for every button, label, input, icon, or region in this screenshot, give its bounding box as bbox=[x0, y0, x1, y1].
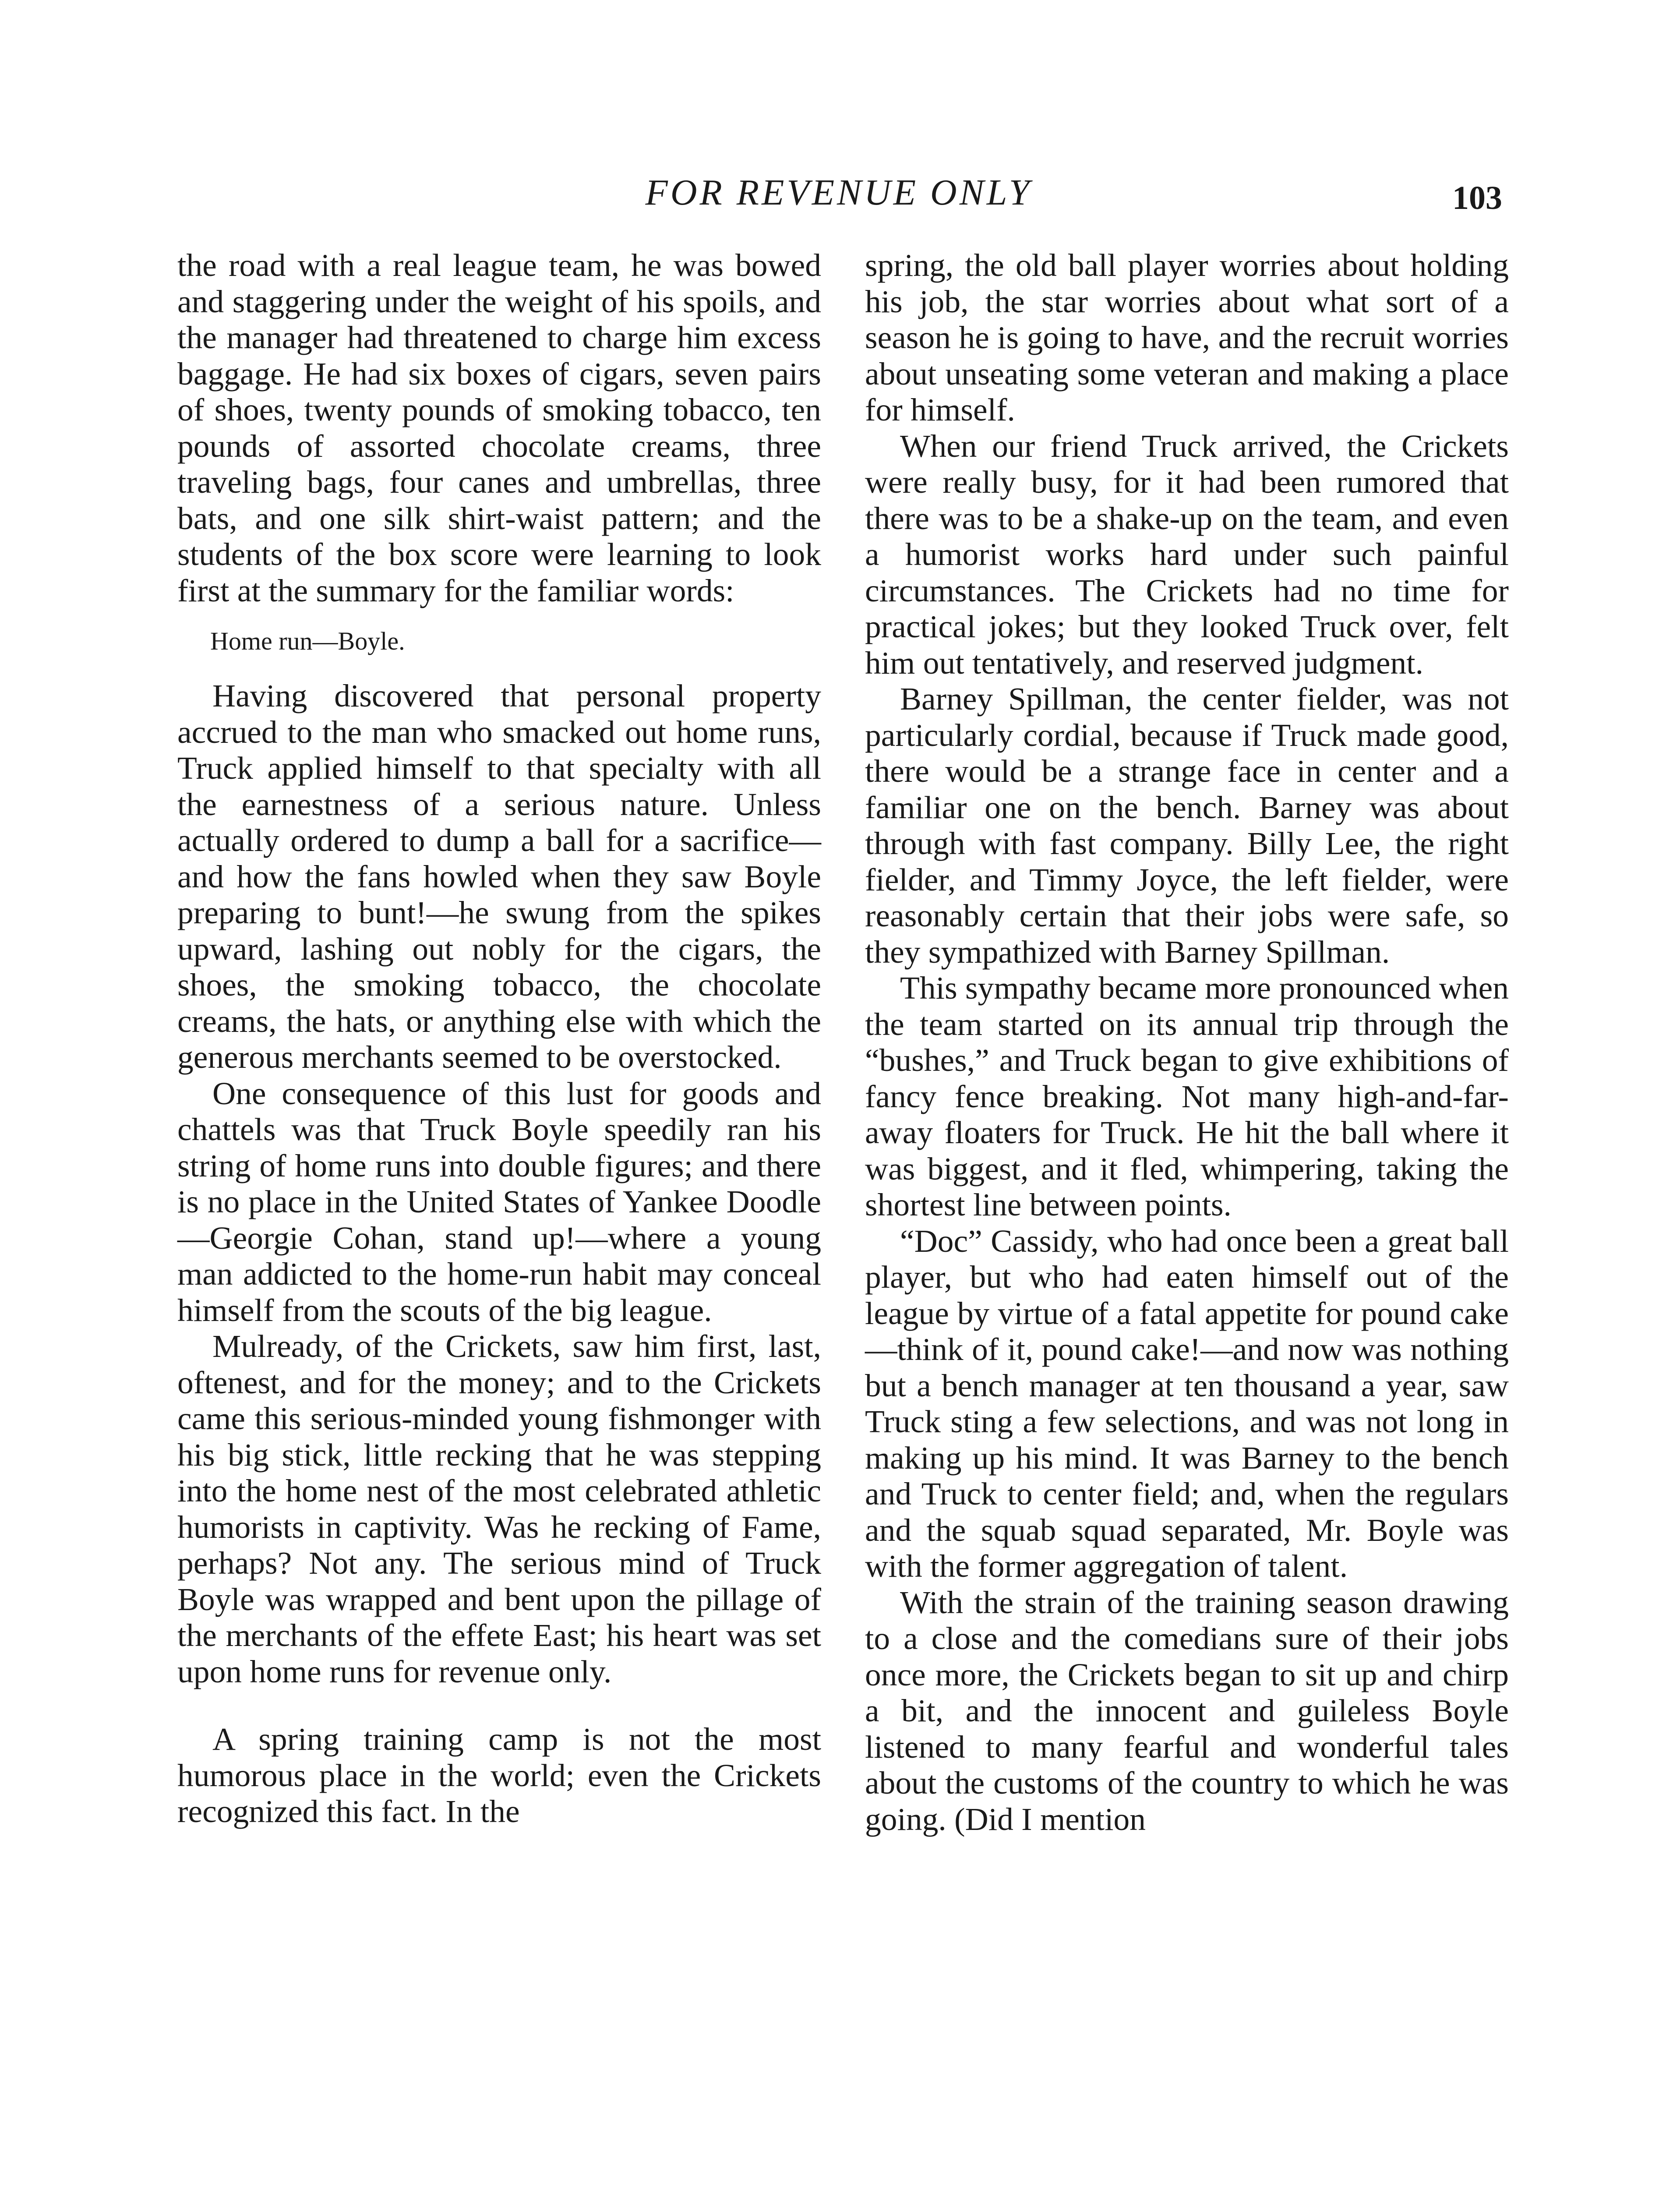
page-number: 103 bbox=[1452, 180, 1502, 216]
running-title: FOR REVENUE ONLY bbox=[645, 172, 1032, 213]
paragraph: the road with a real league team, he was bowed and staggering under the weight of his spoils, and the manager had threatened to charge him excess baggage. He had six boxes of cigars, seven pairs of shoes, twenty pounds of smoking tobacco, ten pounds of assorted chocolate creams, three traveling bags, four canes and umbrellas, three bats, and one silk shirt-waist pattern; and the students of the box score were learning to look first at the summary for the familiar words: bbox=[177, 247, 821, 608]
paragraph: This sympathy became more pronounced when the team started on its annual trip through the “bushes,” and Truck began to give exhibitions of fancy fence breaking. Not many high-and-far-away floaters for Truck. He hit the ball where it was biggest, and it fled, whimpering, taking the shortest line between points. bbox=[865, 970, 1509, 1222]
paragraph: Mulready, of the Crickets, saw him first, last, oftenest, and for the money; and to the Crickets came this serious-minded young fishmonger with his big stick, little recking that he was stepping into the home nest of the most celebrated athletic humorists in captivity. Was he recking of Fame, perhaps? Not any. The serious mind of Truck Boyle was wrapped and bent upon the pillage of the merchants of the effete East; his heart was set upon home runs for revenue only. bbox=[177, 1328, 821, 1689]
paragraph: Having discovered that personal property accrued to the man who smacked out home runs, Truck applied himself to that specialty with all the earnestness of a serious nature. Unless actually ordered to dump a ball for a sacrifice—and how the fans howled when they saw Boyle preparing to bunt!—he swung from the spikes upward, lashing out nobly for the cigars, the shoes, the smoking tobacco, the chocolate creams, the hats, or anything else with which the generous merchants seemed to be overstocked. bbox=[177, 678, 821, 1075]
paragraph: Barney Spillman, the center fielder, was not particularly cordial, because if Truck made good, there would be a strange face in center and a familiar one on the bench. Barney was about through with fast company. Billy Lee, the right fielder, and Timmy Joyce, the left fielder, were reasonably certain that their jobs were safe, so they sympathized with Barney Spillman. bbox=[865, 681, 1509, 970]
paragraph: With the strain of the training season drawing to a close and the comedians sure of their jobs once more, the Crickets began to sit up and chirp a bit, and the innocent and guileless Boyle listened to many fearful and wonderful tales about the customs of the country to which he was going. (Did I mention bbox=[865, 1584, 1509, 1837]
paragraph: spring, the old ball player worries about holding his job, the star worries about what sort of a season he is going to have, and the recruit worries about unseating some veteran and making a place for himself. bbox=[865, 247, 1509, 427]
paragraph: One consequence of this lust for goods and chattels was that Truck Boyle speedily ran his string of home runs into double figures; and there is no place in the United States of Yankee Doodle—Georgie Cohan, stand up!—where a young man addicted to the home-run habit may conceal himself from the scouts of the big league. bbox=[177, 1075, 821, 1328]
left-column bbox=[177, 247, 821, 1830]
page-header bbox=[175, 171, 1502, 228]
paragraph: “Doc” Cassidy, who had once been a great ball player, but who had eaten himself out of the league by virtue of a fatal appetite for pound cake—think of it, pound cake!—and now was nothing but a bench manager at ten thousand a year, saw Truck sting a few selections, and was not long in making up his mind. It was Barney to the bench and Truck to center field; and, when the regulars and the squab squad separated, Mr. Boyle was with the former aggregation of talent. bbox=[865, 1223, 1509, 1584]
paragraph: A spring training camp is not the most humorous place in the world; even the Crickets recognized this fact. In the bbox=[177, 1721, 821, 1829]
box-score-quote: Home run—Boyle. bbox=[210, 627, 405, 655]
right-column bbox=[865, 247, 1509, 1837]
paragraph: When our friend Truck arrived, the Crickets were really busy, for it had been rumored that there was to be a shake-up on the team, and even a humorist works hard under such painful circumstances. The Crickets had no time for practical jokes; but they looked Truck over, felt him out tentatively, and reserved judgment. bbox=[865, 428, 1509, 681]
